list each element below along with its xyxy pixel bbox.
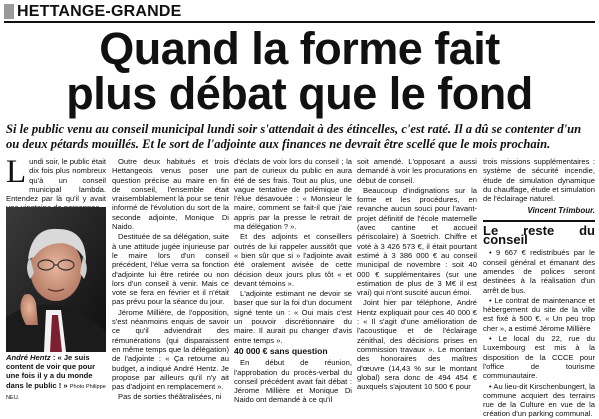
photo-credit: Photo Philippe NEU. xyxy=(6,383,106,401)
paragraph: Jérome Millière, de l'opposition, s'est néanmoins enquis de savoir ce qu'il adviendrait des rémunérations (qui disparaissent en même temps que la délégation) de l'adjointe : « Ça retourne au budget, a indiqué André Hentz. Je propose par ailleurs qu'il n'y ait pas d'adjoint en remplacement ». xyxy=(112,307,229,392)
portrait-photo xyxy=(6,207,106,352)
paragraph: Pas de sorties théâtralisées, ni xyxy=(118,392,222,402)
paragraph: Joint hier par téléphone, André Hentz expliquait pour ces 40 000 € : « Il s'agit d'une amélioration de l'acoustique et de l'éclairage zénithal, des décisions prises en commission travaux ». Le montant des honoraires des maîtres d'œuvre (14,43 % sur le montant global) sera donc de 494 454 € auxquels s'ajoutent 10 500 € pour xyxy=(357,298,477,392)
paragraph: soit amendé. L'opposant a aussi demandé à voir les procurations en début de conseil. xyxy=(357,157,477,185)
drop-cap: L xyxy=(6,154,27,190)
lead-paragraph: undi soir, le public était dix fois plus nombreux qu'à un conseil municipal lambda. Entendez par là qu'il y avait xyxy=(6,157,106,204)
section-title: HETTANGE-GRANDE xyxy=(17,2,182,20)
box-item: • Le contrat de maintenance et hébergement du site de la ville est fixé à 500 €. « Un peu trop cher », a estimé Jérome Millière xyxy=(483,295,595,333)
caption-name: André Hentz xyxy=(6,353,51,362)
article-column-5 xyxy=(483,157,595,419)
box-item: • Le local du 22, rue du Luxembourg est mis à la disposition de la CCCE pour l'office de tourisme communautaire. xyxy=(483,334,595,381)
section-header xyxy=(4,3,181,20)
sidebar-box-title: Le reste du conseil xyxy=(483,222,595,248)
article-column-3 xyxy=(234,157,352,407)
article-column-4 xyxy=(357,157,477,407)
paragraph: d'éclats de voix lors du conseil ; la part de curieux du public en aura été de ses frais. Tout au plus, une vague tentative de polémique de l'élue désavouée : « Monsieur le maire, comment se fait-il que j'aie appris par la presse le retrait de ma délégation ? ». xyxy=(234,157,352,232)
paragraph: Outre deux habitués et trois Hettangeois venus poser une question précise au maire en fin de conseil, l'ensemble était vraisemblablement là pour se tenir informé de l'évolution du sort de la seconde adjointe, Monique Di Naido. xyxy=(112,157,229,232)
box-item: • Au lieu-dit Kirschenbungert, la commune acquiert des terrains rue de la Culture en vue de la création d'un parking communal. xyxy=(483,381,595,419)
photo-caption xyxy=(6,353,106,403)
headline-line-1: Quand la forme fait xyxy=(99,23,500,74)
paragraph: L'adjointe estimant ne devoir se baser que sur la foi d'un document signé tente un : « Oui mais c'est un pouvoir discrétionnaire du maire. Il aurait pu changer d'avis entre temps ». xyxy=(234,289,352,345)
headline-line-2: plus débat que le fond xyxy=(66,68,533,119)
paragraph: trois missions supplémentaires : système de sécurité incendie, étude de simulation dynamique du chauffage, étude et simulation de l'éclairage naturel. xyxy=(483,157,595,204)
box-item: • 9 667 € redistribués par le conseil général et émanant des amendes de polices seront destinées à la réalisation d'un arrêt de bus. xyxy=(483,248,595,295)
author-signature: Vincent Trimbour. xyxy=(527,206,595,216)
article-column-2 xyxy=(112,157,229,407)
portrait-image xyxy=(6,207,106,352)
paragraph: En début de réunion, l'approbation du procès-verbal du conseil précédent avait fait débat : Jérome Millière et Monique Di Naido ont demandé à ce qu'il xyxy=(234,358,352,405)
section-marker xyxy=(4,4,14,19)
paragraph: Beaucoup d'indignations sur la forme et les procédures, en revanche aucun souci pour l'avant-projet définitif de l'école maternelle (avec cantine et accueil périscolaire) à Soetrich. Chiffre et voté à 3 426 573 €, il était pourtant estimé à 3 386 000 € au conseil municipal de novembre : soit 40 000 € supplémentaires (sur une estimation de plus de 3 M€ il est vrai) qui n'ont suscité aucun émoi. xyxy=(357,185,477,298)
box-rule xyxy=(483,220,595,222)
caption-quote: : « Je suis content de voir que pour une fois il y a du monde dans le public ! » xyxy=(6,353,96,390)
paragraph: Destituée de sa délégation, suite à une attitude jugée injurieuse par le maire lors d'un conseil précédent, l'élue verra sa fonction d'adjointe lui être retirée ou non lors d'un conseil à venir. Mais ce vote se fera en février et il n'était pas prévu pour la séance du jour. xyxy=(112,232,229,307)
article-deck: Si le public venu au conseil municipal lundi soir s'attendait à des étincelles, c'est raté. Il a dû se contenter d'un ou deux pétards mouillés. Et le sort de l'adjointe aux finances ne devrait être scellé que le mois prochain. xyxy=(6,122,582,151)
subheading: 40 000 € sans question xyxy=(234,345,328,356)
paragraph: Et des adjoints et conseillers outrés de lui rappeler aussitôt que « bien sûr que si » l'adjointe avait été oralement avisée de cette décision deux jours plus tôt « et devant témoins ». xyxy=(234,232,352,288)
